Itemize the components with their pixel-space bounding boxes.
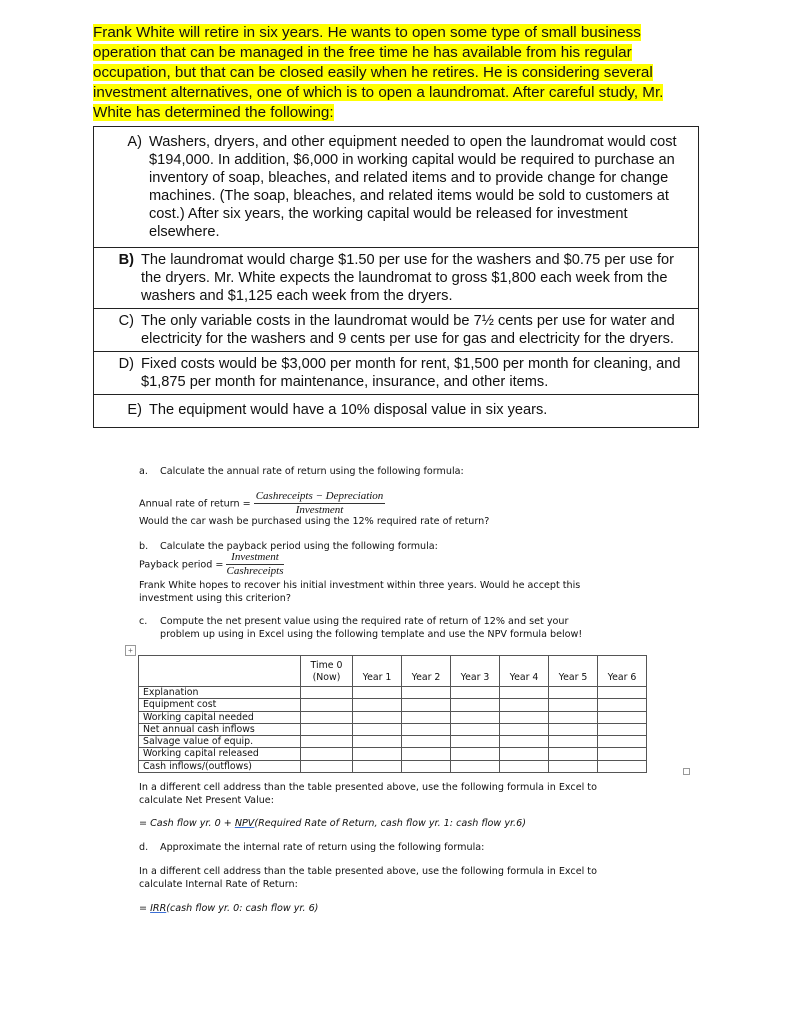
table-cell[interactable] xyxy=(549,748,598,760)
table-cell[interactable] xyxy=(598,736,647,748)
table-cell[interactable] xyxy=(598,760,647,772)
table-cell[interactable] xyxy=(500,760,549,772)
annual-rate-denominator: Investment xyxy=(295,504,344,516)
table-cell[interactable] xyxy=(549,723,598,735)
table-cell[interactable] xyxy=(451,687,500,699)
table-cell[interactable] xyxy=(549,711,598,723)
table-cell[interactable] xyxy=(402,687,451,699)
table-cell[interactable] xyxy=(598,687,647,699)
table-row xyxy=(139,711,647,723)
table-header-year[interactable]: Year 4 xyxy=(500,656,549,687)
table-cell[interactable] xyxy=(451,748,500,760)
irr-function: IRR xyxy=(150,903,167,914)
payback-denominator: Cashreceipts xyxy=(226,565,284,577)
intro-line-1: Frank White will retire in six years. He wants to open some type of small business xyxy=(93,24,641,41)
table-cell[interactable] xyxy=(549,699,598,711)
table-cell[interactable] xyxy=(500,723,549,735)
fact-letter: E) xyxy=(127,402,142,418)
table-header-year[interactable]: Year 3 xyxy=(451,656,500,687)
table-header-year[interactable]: Year 5 xyxy=(549,656,598,687)
table-header-year[interactable]: Year 1 xyxy=(353,656,402,687)
table-cell[interactable] xyxy=(301,748,353,760)
payback-lhs: Payback period = xyxy=(139,559,224,571)
table-cell[interactable] xyxy=(598,723,647,735)
table-cell[interactable] xyxy=(353,723,402,735)
fact-c xyxy=(94,309,698,352)
table-row xyxy=(139,687,647,699)
annual-rate-numerator: Cashreceipts − Depreciation xyxy=(255,490,384,502)
fact-a xyxy=(94,127,698,248)
table-cell[interactable] xyxy=(301,723,353,735)
table-cell[interactable] xyxy=(402,723,451,735)
table-row xyxy=(139,736,647,748)
table-cell[interactable] xyxy=(500,687,549,699)
fact-e xyxy=(94,395,698,427)
question-a-followup: Would the car wash be purchased using the 12% required rate of return? xyxy=(139,516,490,527)
table-cell[interactable] xyxy=(451,699,500,711)
table-row xyxy=(139,760,647,772)
table-cell[interactable] xyxy=(301,760,353,772)
question-a-prompt: a. Calculate the annual rate of return using the following formula: xyxy=(139,466,464,477)
fact-text: Washers, dryers, and other equipment needed to open the laundromat would cost $194,000. In addition, $6,000 in working capital would be required to purchase an inventory of soap, bleaches, and related items and to provide change for change machines. (The soap, bleaches, and related items would be sold to customers at cost.) After six years, the working capital would be released for investment elsewhere. xyxy=(149,134,677,240)
table-cell[interactable] xyxy=(301,711,353,723)
annual-rate-lhs: Annual rate of return = xyxy=(139,498,251,510)
npv-formula: = Cash flow yr. 0 + NPV(Required Rate of Return, cash flow yr. 1: cash flow yr.6) xyxy=(139,818,526,829)
table-cell[interactable] xyxy=(500,748,549,760)
fact-text: The equipment would have a 10% disposal value in six years. xyxy=(149,402,548,418)
row-label[interactable]: Cash inflows/(outflows) xyxy=(139,760,301,772)
table-cell[interactable] xyxy=(549,760,598,772)
table-header-row xyxy=(139,656,647,687)
annual-rate-fraction xyxy=(254,490,386,517)
question-b-followup: Frank White hopes to recover his initial investment within three years. Would he accept this investment using this criterion? xyxy=(139,580,581,604)
table-row xyxy=(139,748,647,760)
table-header-time0[interactable]: Time 0 (Now) xyxy=(301,656,353,687)
table-cell[interactable] xyxy=(451,736,500,748)
intro-line-2: operation that can be managed in the free time he has available from his regular xyxy=(93,44,632,61)
table-row xyxy=(139,699,647,711)
question-c-prompt: c. Compute the net present value using the required rate of return of 12% and set your problem up using in Excel using the following template and use the NPV formula below! xyxy=(139,616,583,640)
fact-letter: A) xyxy=(127,134,142,150)
table-cell[interactable] xyxy=(598,699,647,711)
table-cell[interactable] xyxy=(500,736,549,748)
fact-letter: D) xyxy=(118,356,134,372)
payback-fraction xyxy=(226,551,283,578)
npv-function: NPV xyxy=(234,818,255,829)
question-b-prompt: b. Calculate the payback period using the following formula: xyxy=(139,541,438,552)
annual-rate-formula xyxy=(139,490,385,517)
irr-formula: = IRR(cash flow yr. 0: cash flow yr. 6) xyxy=(139,903,319,914)
row-label[interactable]: Explanation xyxy=(139,687,301,699)
table-resize-handle[interactable] xyxy=(683,768,690,775)
table-cell[interactable] xyxy=(301,699,353,711)
table-cell[interactable] xyxy=(500,711,549,723)
question-b-label: b. xyxy=(139,541,149,552)
question-a-label: a. xyxy=(139,466,148,477)
fact-text: Fixed costs would be $3,000 per month for rent, $1,500 per month for cleaning, and $1,875 per month for maintenance, insurance, and other items. xyxy=(141,356,681,390)
row-label[interactable]: Equipment cost xyxy=(139,699,301,711)
table-cell[interactable] xyxy=(598,711,647,723)
table-row xyxy=(139,723,647,735)
table-cell[interactable] xyxy=(353,736,402,748)
payback-numerator: Investment xyxy=(226,551,283,565)
fact-d xyxy=(94,352,698,395)
intro-line-5: White has determined the following: xyxy=(93,104,334,121)
table-cell[interactable] xyxy=(301,736,353,748)
table-header-year[interactable]: Year 2 xyxy=(402,656,451,687)
fact-text: The only variable costs in the laundromat would be 7½ cents per use for water and electricity for the washers and 9 cents per use for gas and electricity for the dryers. xyxy=(141,313,675,347)
question-d-label: d. xyxy=(139,842,149,853)
npv-note: In a different cell address than the table presented above, use the following formula in Excel to calculate Net Present Value: xyxy=(139,782,597,806)
table-header-year[interactable]: Year 6 xyxy=(598,656,647,687)
table-header-blank[interactable] xyxy=(139,656,301,687)
intro-line-4: investment alternatives, one of which is to open a laundromat. After careful study, Mr. xyxy=(93,84,664,101)
table-cell[interactable] xyxy=(451,723,500,735)
facts-box xyxy=(93,126,699,428)
row-label[interactable]: Salvage value of equip. xyxy=(139,736,301,748)
table-cell[interactable] xyxy=(402,711,451,723)
table-cell[interactable] xyxy=(353,760,402,772)
irr-note: In a different cell address than the table presented above, use the following formula in Excel to calculate Internal Rate of Return: xyxy=(139,866,597,890)
question-d-prompt: d. Approximate the internal rate of return using the following formula: xyxy=(139,842,485,853)
table-cell[interactable] xyxy=(549,687,598,699)
fact-letter: B) xyxy=(118,252,134,268)
table-cell[interactable] xyxy=(402,748,451,760)
table-cell[interactable] xyxy=(549,736,598,748)
table-cell[interactable] xyxy=(451,760,500,772)
table-cell[interactable] xyxy=(353,699,402,711)
fact-letter: C) xyxy=(118,313,134,329)
row-label[interactable]: Net annual cash inflows xyxy=(139,723,301,735)
fact-text: The laundromat would charge $1.50 per use for the washers and $0.75 per use for the dryers. Mr. White expects the laundromat to gross $1,800 each week from the washers and $1,125 each week from the dryers. xyxy=(141,252,674,304)
table-cell[interactable] xyxy=(301,687,353,699)
table-cell[interactable] xyxy=(598,748,647,760)
table-cell[interactable] xyxy=(402,736,451,748)
table-cell[interactable] xyxy=(353,711,402,723)
row-label[interactable]: Working capital needed xyxy=(139,711,301,723)
table-cell[interactable] xyxy=(402,699,451,711)
table-cell[interactable] xyxy=(451,711,500,723)
npv-template-table xyxy=(138,655,647,773)
table-cell[interactable] xyxy=(402,760,451,772)
table-move-handle[interactable]: + xyxy=(125,645,136,656)
table-cell[interactable] xyxy=(500,699,549,711)
intro-paragraph xyxy=(93,23,693,123)
table-cell[interactable] xyxy=(353,748,402,760)
payback-formula xyxy=(139,551,284,578)
question-c-label: c. xyxy=(139,616,148,627)
row-label[interactable]: Working capital released xyxy=(139,748,301,760)
intro-line-3: occupation, but that can be closed easily when he retires. He is considering several xyxy=(93,64,653,81)
table-cell[interactable] xyxy=(353,687,402,699)
fact-b xyxy=(94,248,698,309)
